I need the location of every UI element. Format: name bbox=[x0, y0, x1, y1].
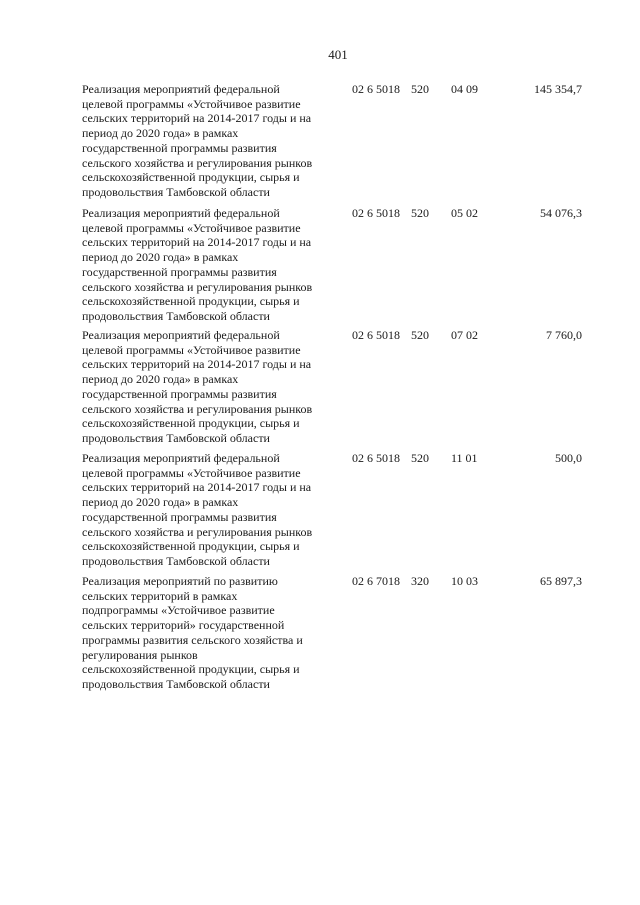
description-line: период до 2020 года» в рамках bbox=[82, 495, 239, 510]
description-line: сельских территорий на 2014-2017 годы и на bbox=[82, 357, 312, 372]
target-code: 02 6 5018 bbox=[352, 451, 400, 465]
description-line: продовольствия Тамбовской области bbox=[82, 430, 270, 445]
description-line: подпрограммы «Устойчивое развитие bbox=[82, 603, 275, 618]
expense-type: 320 bbox=[411, 574, 429, 588]
description-line: государственной программы развития bbox=[82, 264, 277, 279]
row-description bbox=[82, 574, 350, 692]
section-code: 05 02 bbox=[451, 206, 478, 220]
description-line: целевой программы «Устойчивое развитие bbox=[82, 342, 301, 357]
description-line: Реализация мероприятий федеральной bbox=[82, 206, 280, 220]
description-line: продовольствия Тамбовской области bbox=[82, 308, 270, 323]
row-description bbox=[82, 206, 350, 324]
expense-type: 520 bbox=[411, 206, 429, 220]
amount: 7 760,0 bbox=[546, 328, 582, 342]
description-line: продовольствия Тамбовской области bbox=[82, 184, 270, 199]
description-line: государственной программы развития bbox=[82, 140, 277, 155]
description-line: сельских территорий на 2014-2017 годы и на bbox=[82, 480, 312, 495]
description-line: период до 2020 года» в рамках bbox=[82, 126, 239, 141]
row-description bbox=[82, 328, 350, 446]
description-line: продовольствия Тамбовской области bbox=[82, 553, 270, 568]
expense-type: 520 bbox=[411, 82, 429, 96]
description-line: сельских территорий на 2014-2017 годы и на bbox=[82, 235, 312, 250]
description-line: продовольствия Тамбовской области bbox=[82, 676, 270, 691]
expense-type: 520 bbox=[411, 328, 429, 342]
target-code: 02 6 5018 bbox=[352, 206, 400, 220]
description-line: государственной программы развития bbox=[82, 386, 277, 401]
amount: 65 897,3 bbox=[540, 574, 582, 588]
description-line: сельскохозяйственной продукции, сырья и bbox=[82, 662, 300, 677]
description-line: целевой программы «Устойчивое развитие bbox=[82, 465, 301, 480]
description-line: период до 2020 года» в рамках bbox=[82, 372, 239, 387]
description-line: сельских территорий на 2014-2017 годы и на bbox=[82, 111, 312, 126]
description-line: целевой программы «Устойчивое развитие bbox=[82, 96, 301, 111]
target-code: 02 6 5018 bbox=[352, 328, 400, 342]
description-line: Реализация мероприятий федеральной bbox=[82, 82, 280, 96]
description-line: регулирования рынков bbox=[82, 647, 198, 662]
description-line: сельского хозяйства и регулирования рынков bbox=[82, 155, 313, 170]
section-code: 04 09 bbox=[451, 82, 478, 96]
amount: 54 076,3 bbox=[540, 206, 582, 220]
description-line: сельского хозяйства и регулирования рынков bbox=[82, 279, 313, 294]
description-line: сельскохозяйственной продукции, сырья и bbox=[82, 294, 300, 309]
description-line: сельского хозяйства и регулирования рынков bbox=[82, 401, 313, 416]
description-line: сельскохозяйственной продукции, сырья и bbox=[82, 539, 300, 554]
expense-type: 520 bbox=[411, 451, 429, 465]
target-code: 02 6 5018 bbox=[352, 82, 400, 96]
description-line: Реализация мероприятий федеральной bbox=[82, 451, 280, 465]
section-code: 11 01 bbox=[451, 451, 478, 465]
description-line: сельских территорий» государственной bbox=[82, 618, 285, 633]
page-number: 401 bbox=[328, 47, 348, 62]
row-description bbox=[82, 82, 350, 200]
description-line: государственной программы развития bbox=[82, 509, 277, 524]
description-line: Реализация мероприятий федеральной bbox=[82, 328, 280, 342]
row-description bbox=[82, 451, 350, 569]
section-code: 10 03 bbox=[451, 574, 478, 588]
amount: 145 354,7 bbox=[534, 82, 582, 96]
description-line: программы развития сельского хозяйства и bbox=[82, 632, 303, 647]
amount: 500,0 bbox=[555, 451, 582, 465]
section-code: 07 02 bbox=[451, 328, 478, 342]
description-line: период до 2020 года» в рамках bbox=[82, 250, 239, 265]
description-line: сельскохозяйственной продукции, сырья и bbox=[82, 416, 300, 431]
description-line: сельского хозяйства и регулирования рынков bbox=[82, 524, 313, 539]
description-line: Реализация мероприятий по развитию bbox=[82, 574, 278, 588]
description-line: сельских территорий в рамках bbox=[82, 588, 238, 603]
description-line: целевой программы «Устойчивое развитие bbox=[82, 220, 301, 235]
target-code: 02 6 7018 bbox=[352, 574, 400, 588]
description-line: сельскохозяйственной продукции, сырья и bbox=[82, 170, 300, 185]
